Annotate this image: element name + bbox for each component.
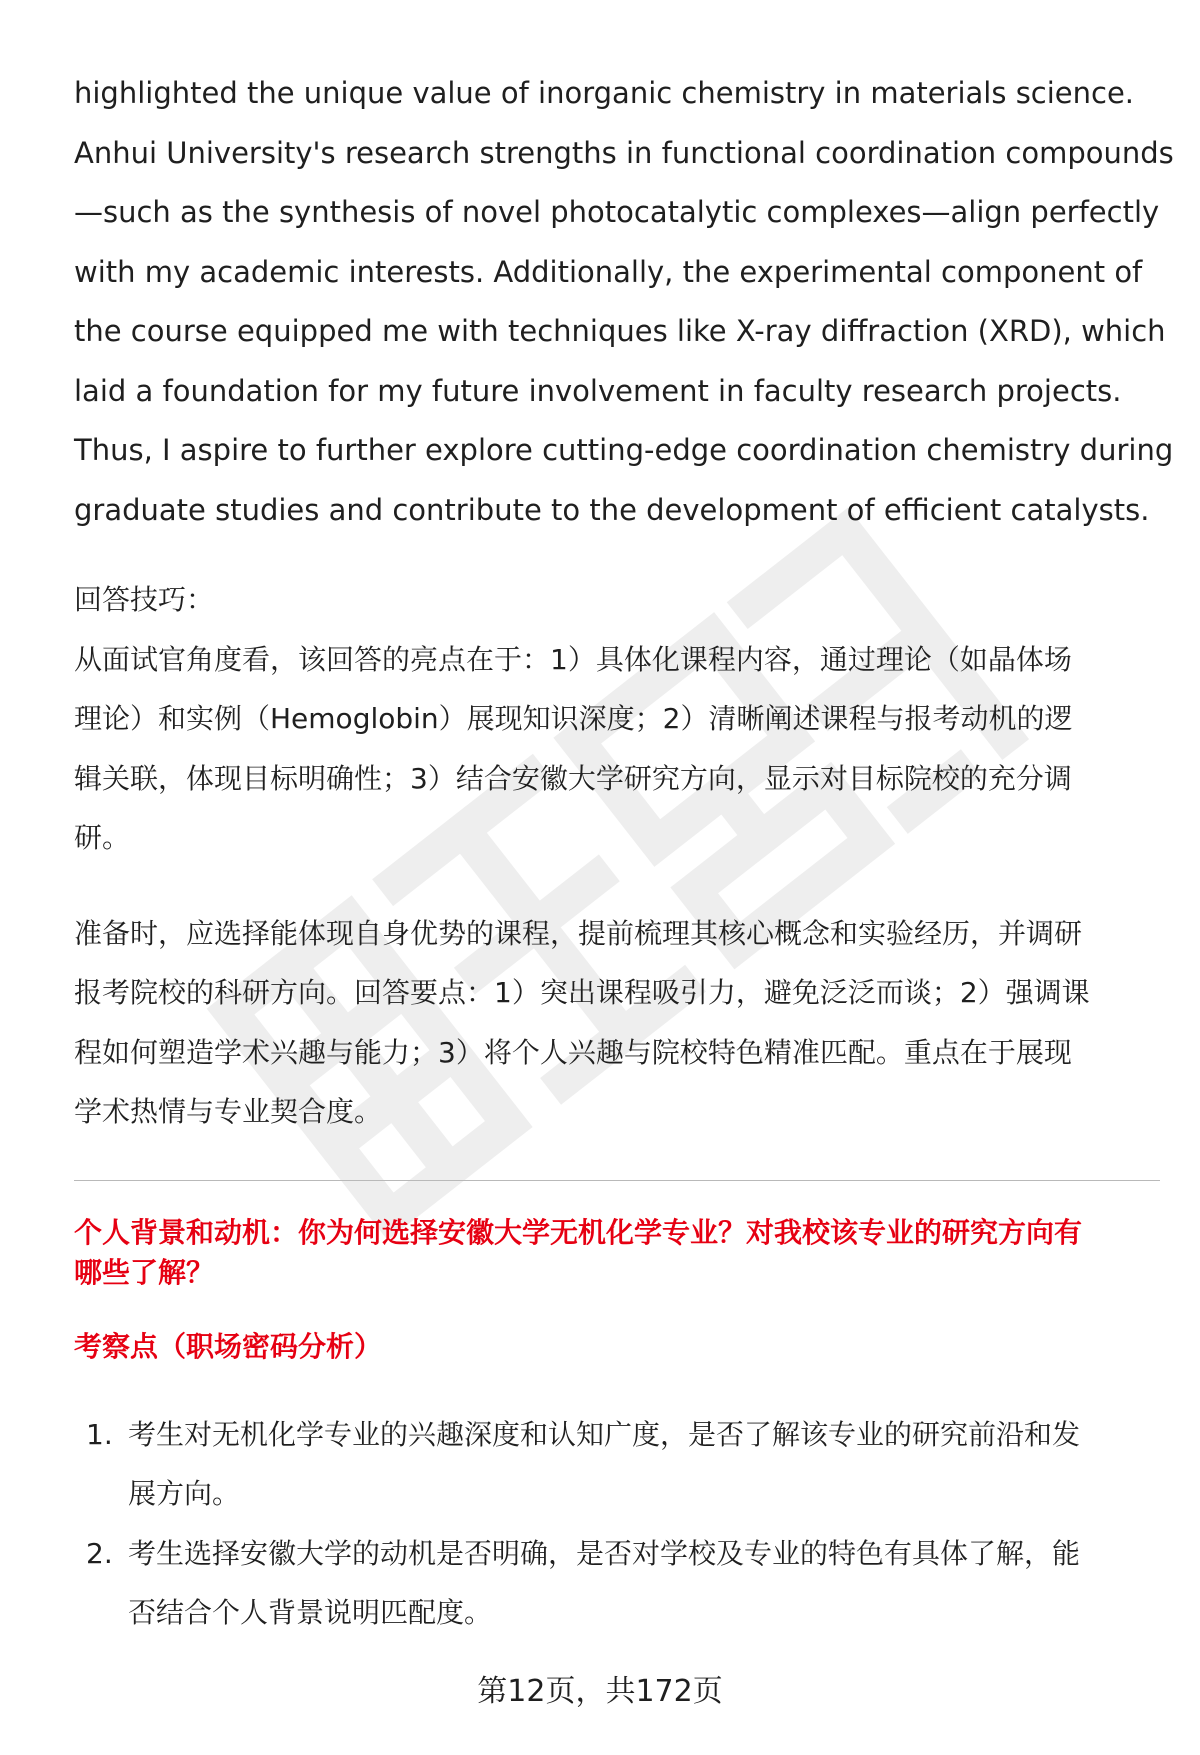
list-item	[74, 1405, 1160, 1524]
paragraph-line: 从面试官角度看，该回答的亮点在于：1）具体化课程内容，通过理论（如晶体场	[74, 642, 1072, 676]
paragraph-line: 程如何塑造学术兴趣与能力；3）将个人兴趣与院校特色精准匹配。重点在于展现	[74, 1035, 1072, 1069]
paragraph-line: with my academic interests. Additionally, the experimental component of	[74, 254, 1143, 289]
list-item-line: 考生选择安徽大学的动机是否明确，是否对学校及专业的特色有具体了解，能	[128, 1536, 1081, 1570]
question-line: 个人背景和动机：你为何选择安徽大学无机化学专业？对我校该专业的研究方向有	[74, 1215, 1083, 1249]
paragraph-line: Thus, I aspire to further explore cutting-edge coordination chemistry during	[74, 433, 1174, 467]
paragraph-line: 报考院校的科研方向。回答要点：1）突出课程吸引力，避免泛泛而谈；2）强调课	[74, 976, 1090, 1009]
page-number-footer: 第12页，共172页	[477, 1674, 723, 1709]
paragraph-line: Anhui University's research strengths in functional coordination compounds	[74, 135, 1174, 170]
paragraph-line: the course equipped me with techniques like X-ray diffraction (XRD), which	[74, 314, 1166, 348]
list-item-line: 考生对无机化学专业的兴趣深度和认知广度，是否了解该专业的研究前沿和发	[128, 1417, 1081, 1451]
paragraph-line: 理论）和实例（Hemoglobin）展现知识深度；2）清晰阐述课程与报考动机的逻	[74, 702, 1073, 735]
analysis-list	[74, 1405, 1160, 1643]
list-item-line: 否结合个人背景说明匹配度。	[128, 1596, 493, 1629]
interview-question-heading	[74, 1213, 1160, 1293]
paragraph-line: graduate studies and contribute to the development of efficient catalysts.	[74, 492, 1150, 527]
list-item-number: 1.	[86, 1417, 113, 1451]
paragraph-line: highlighted the unique value of inorganic chemistry in materials science.	[74, 76, 1135, 110]
preparation-paragraph	[74, 904, 1160, 1142]
paragraph-line: 研。	[74, 821, 131, 854]
analysis-heading: 考察点（职场密码分析）	[74, 1329, 383, 1363]
list-item-line: 展方向。	[128, 1477, 241, 1510]
section-divider	[74, 1180, 1160, 1181]
list-item-number: 2.	[86, 1536, 113, 1570]
tips-label: 回答技巧：	[74, 583, 215, 616]
document-content	[74, 64, 1174, 1643]
paragraph-line: 准备时，应选择能体现自身优势的课程，提前梳理其核心概念和实验经历，并调研	[74, 916, 1083, 950]
question-line: 哪些了解？	[74, 1255, 215, 1289]
paragraph-line: —such as the synthesis of novel photocatalytic complexes—align perfectly	[74, 195, 1160, 229]
paragraph-line: 学术热情与专业契合度。	[74, 1095, 383, 1128]
english-answer-paragraph	[74, 64, 1174, 540]
list-item	[74, 1524, 1160, 1643]
paragraph-line: laid a foundation for my future involvement in faculty research projects.	[74, 373, 1122, 408]
paragraph-line: 辑关联，体现目标明确性；3）结合安徽大学研究方向，显示对目标院校的充分调	[74, 761, 1072, 795]
tips-paragraph	[74, 630, 1160, 868]
